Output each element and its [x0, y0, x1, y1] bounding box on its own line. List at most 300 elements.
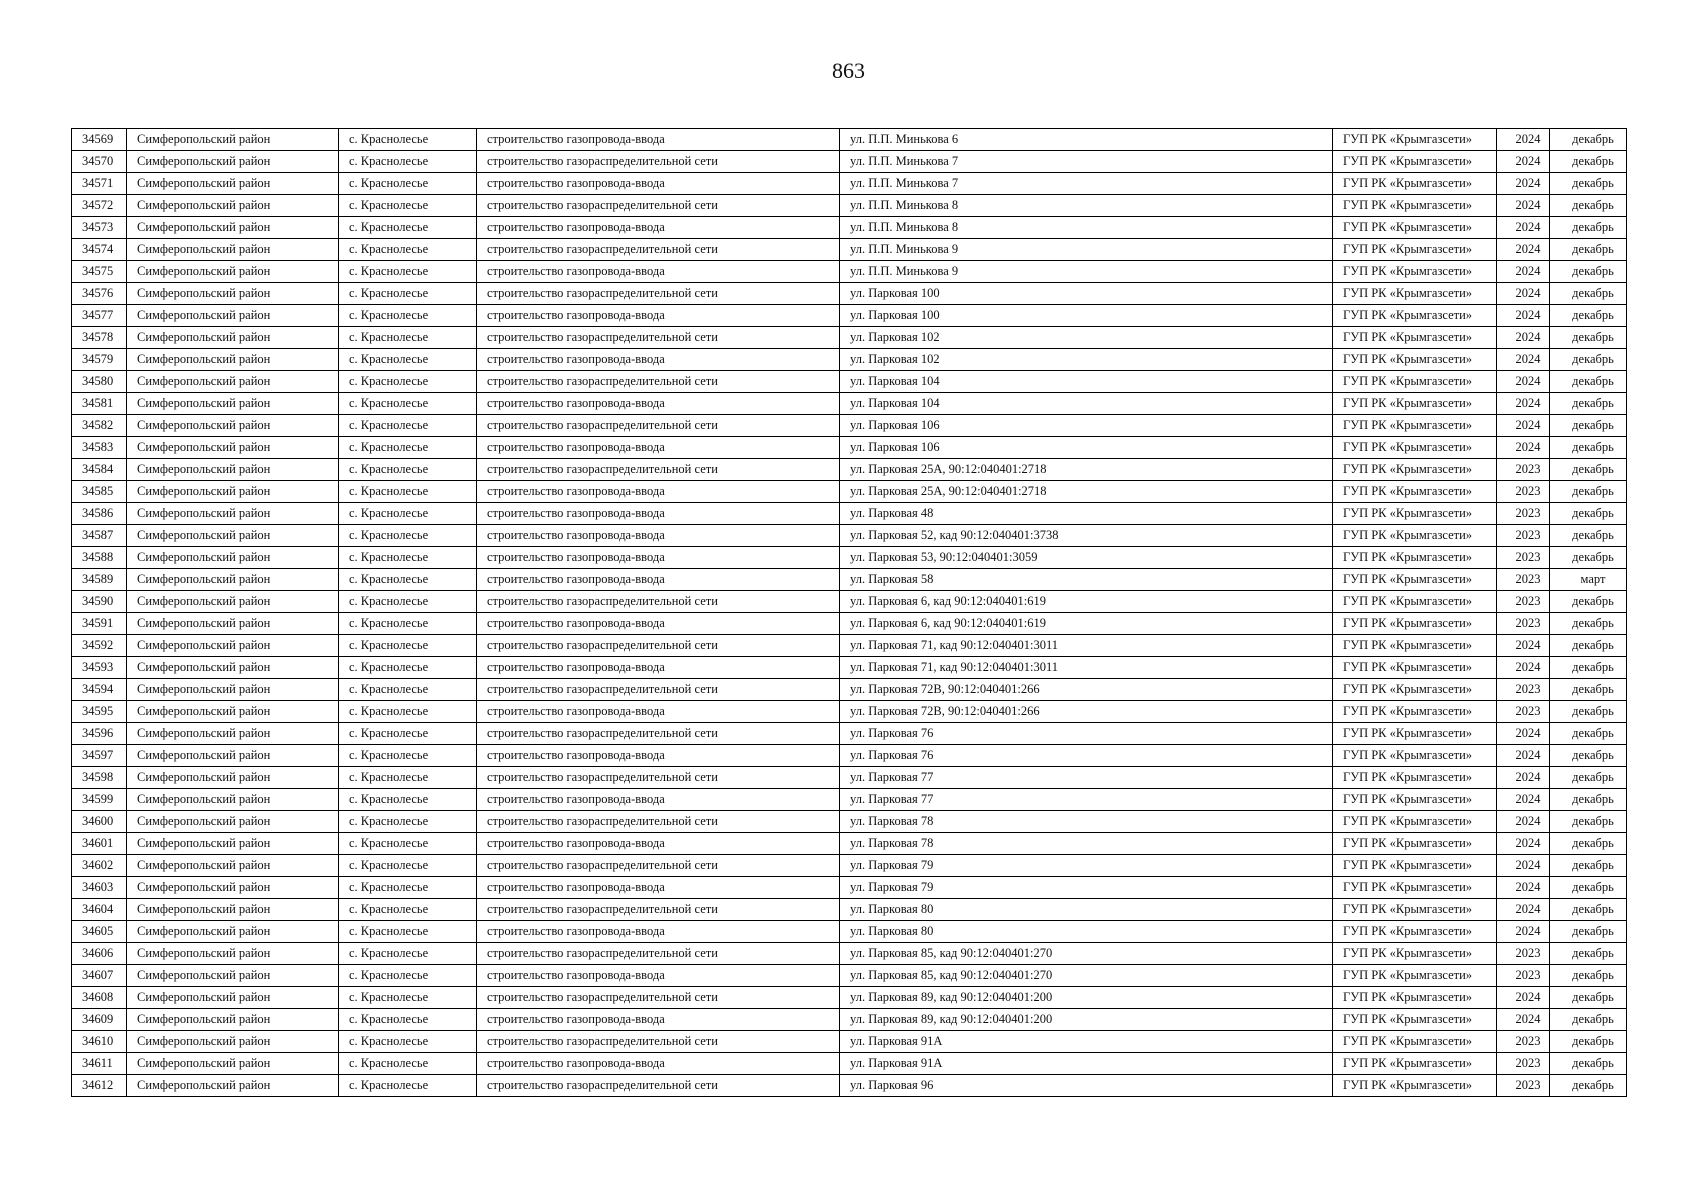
work-type-cell: строительство газораспределительной сети	[477, 151, 840, 173]
year-cell: 2023	[1497, 1075, 1550, 1097]
table-row	[72, 723, 1627, 745]
row-number-cell: 34611	[72, 1053, 127, 1075]
organization-cell: ГУП РК «Крымгазсети»	[1333, 371, 1497, 393]
work-type-cell: строительство газопровода-ввода	[477, 129, 840, 151]
row-number-cell: 34584	[72, 459, 127, 481]
address-cell: ул. Парковая 80	[840, 921, 1333, 943]
address-cell: ул. Парковая 102	[840, 349, 1333, 371]
table-row	[72, 679, 1627, 701]
year-cell: 2024	[1497, 371, 1550, 393]
organization-cell: ГУП РК «Крымгазсети»	[1333, 987, 1497, 1009]
settlement-cell: с. Краснолесье	[339, 349, 477, 371]
month-cell: декабрь	[1550, 745, 1627, 767]
month-cell: декабрь	[1550, 767, 1627, 789]
address-cell: ул. Парковая 25А, 90:12:040401:2718	[840, 481, 1333, 503]
month-cell: декабрь	[1550, 1075, 1627, 1097]
district-cell: Симферопольский район	[127, 613, 339, 635]
settlement-cell: с. Краснолесье	[339, 965, 477, 987]
settlement-cell: с. Краснолесье	[339, 569, 477, 591]
row-number-cell: 34580	[72, 371, 127, 393]
address-cell: ул. П.П. Минькова 9	[840, 239, 1333, 261]
row-number-cell: 34575	[72, 261, 127, 283]
table-row	[72, 921, 1627, 943]
district-cell: Симферопольский район	[127, 327, 339, 349]
year-cell: 2024	[1497, 261, 1550, 283]
year-cell: 2024	[1497, 767, 1550, 789]
address-cell: ул. Парковая 80	[840, 899, 1333, 921]
row-number-cell: 34571	[72, 173, 127, 195]
month-cell: декабрь	[1550, 239, 1627, 261]
row-number-cell: 34585	[72, 481, 127, 503]
address-cell: ул. Парковая 78	[840, 811, 1333, 833]
month-cell: март	[1550, 569, 1627, 591]
district-cell: Симферопольский район	[127, 899, 339, 921]
address-cell: ул. Парковая 106	[840, 415, 1333, 437]
settlement-cell: с. Краснолесье	[339, 525, 477, 547]
table-row	[72, 789, 1627, 811]
row-number-cell: 34612	[72, 1075, 127, 1097]
district-cell: Симферопольский район	[127, 987, 339, 1009]
work-type-cell: строительство газопровода-ввода	[477, 1053, 840, 1075]
organization-cell: ГУП РК «Крымгазсети»	[1333, 327, 1497, 349]
row-number-cell: 34589	[72, 569, 127, 591]
year-cell: 2024	[1497, 811, 1550, 833]
table-row	[72, 503, 1627, 525]
table-row	[72, 195, 1627, 217]
address-cell: ул. Парковая 72В, 90:12:040401:266	[840, 701, 1333, 723]
table-row	[72, 701, 1627, 723]
year-cell: 2024	[1497, 723, 1550, 745]
row-number-cell: 34573	[72, 217, 127, 239]
settlement-cell: с. Краснолесье	[339, 283, 477, 305]
address-cell: ул. Парковая 71, кад 90:12:040401:3011	[840, 635, 1333, 657]
month-cell: декабрь	[1550, 811, 1627, 833]
settlement-cell: с. Краснолесье	[339, 591, 477, 613]
settlement-cell: с. Краснолесье	[339, 547, 477, 569]
organization-cell: ГУП РК «Крымгазсети»	[1333, 679, 1497, 701]
year-cell: 2024	[1497, 789, 1550, 811]
table-row	[72, 217, 1627, 239]
district-cell: Симферопольский район	[127, 239, 339, 261]
year-cell: 2024	[1497, 1009, 1550, 1031]
work-type-cell: строительство газопровода-ввода	[477, 437, 840, 459]
settlement-cell: с. Краснолесье	[339, 1031, 477, 1053]
organization-cell: ГУП РК «Крымгазсети»	[1333, 811, 1497, 833]
settlement-cell: с. Краснолесье	[339, 811, 477, 833]
district-cell: Симферопольский район	[127, 701, 339, 723]
work-type-cell: строительство газораспределительной сети	[477, 855, 840, 877]
settlement-cell: с. Краснолесье	[339, 217, 477, 239]
organization-cell: ГУП РК «Крымгазсети»	[1333, 525, 1497, 547]
work-type-cell: строительство газораспределительной сети	[477, 723, 840, 745]
address-cell: ул. Парковая 6, кад 90:12:040401:619	[840, 591, 1333, 613]
settlement-cell: с. Краснолесье	[339, 833, 477, 855]
organization-cell: ГУП РК «Крымгазсети»	[1333, 217, 1497, 239]
table-row	[72, 569, 1627, 591]
year-cell: 2023	[1497, 547, 1550, 569]
organization-cell: ГУП РК «Крымгазсети»	[1333, 1075, 1497, 1097]
work-type-cell: строительство газораспределительной сети	[477, 635, 840, 657]
organization-cell: ГУП РК «Крымгазсети»	[1333, 129, 1497, 151]
address-cell: ул. Парковая 91А	[840, 1053, 1333, 1075]
month-cell: декабрь	[1550, 833, 1627, 855]
work-type-cell: строительство газораспределительной сети	[477, 327, 840, 349]
row-number-cell: 34581	[72, 393, 127, 415]
work-type-cell: строительство газораспределительной сети	[477, 591, 840, 613]
district-cell: Симферопольский район	[127, 943, 339, 965]
table-row	[72, 877, 1627, 899]
month-cell: декабрь	[1550, 503, 1627, 525]
month-cell: декабрь	[1550, 899, 1627, 921]
month-cell: декабрь	[1550, 987, 1627, 1009]
table-row	[72, 833, 1627, 855]
settlement-cell: с. Краснолесье	[339, 635, 477, 657]
district-cell: Симферопольский район	[127, 151, 339, 173]
address-cell: ул. П.П. Минькова 7	[840, 173, 1333, 195]
district-cell: Симферопольский район	[127, 855, 339, 877]
row-number-cell: 34600	[72, 811, 127, 833]
row-number-cell: 34572	[72, 195, 127, 217]
address-cell: ул. Парковая 96	[840, 1075, 1333, 1097]
district-cell: Симферопольский район	[127, 635, 339, 657]
organization-cell: ГУП РК «Крымгазсети»	[1333, 415, 1497, 437]
address-cell: ул. Парковая 102	[840, 327, 1333, 349]
year-cell: 2024	[1497, 195, 1550, 217]
organization-cell: ГУП РК «Крымгазсети»	[1333, 745, 1497, 767]
table-row	[72, 129, 1627, 151]
year-cell: 2023	[1497, 965, 1550, 987]
year-cell: 2023	[1497, 1031, 1550, 1053]
settlement-cell: с. Краснолесье	[339, 679, 477, 701]
settlement-cell: с. Краснолесье	[339, 173, 477, 195]
table-row	[72, 393, 1627, 415]
settlement-cell: с. Краснолесье	[339, 877, 477, 899]
organization-cell: ГУП РК «Крымгазсети»	[1333, 1031, 1497, 1053]
settlement-cell: с. Краснолесье	[339, 613, 477, 635]
address-cell: ул. Парковая 77	[840, 789, 1333, 811]
work-type-cell: строительство газораспределительной сети	[477, 371, 840, 393]
row-number-cell: 34594	[72, 679, 127, 701]
table-row	[72, 547, 1627, 569]
address-cell: ул. П.П. Минькова 9	[840, 261, 1333, 283]
month-cell: декабрь	[1550, 855, 1627, 877]
row-number-cell: 34591	[72, 613, 127, 635]
district-cell: Симферопольский район	[127, 745, 339, 767]
settlement-cell: с. Краснолесье	[339, 745, 477, 767]
district-cell: Симферопольский район	[127, 503, 339, 525]
work-type-cell: строительство газораспределительной сети	[477, 943, 840, 965]
work-type-cell: строительство газопровода-ввода	[477, 701, 840, 723]
address-cell: ул. Парковая 53, 90:12:040401:3059	[840, 547, 1333, 569]
address-cell: ул. П.П. Минькова 8	[840, 195, 1333, 217]
district-cell: Симферопольский район	[127, 921, 339, 943]
address-cell: ул. Парковая 48	[840, 503, 1333, 525]
work-type-cell: строительство газопровода-ввода	[477, 217, 840, 239]
organization-cell: ГУП РК «Крымгазсети»	[1333, 305, 1497, 327]
settlement-cell: с. Краснолесье	[339, 767, 477, 789]
table-row	[72, 899, 1627, 921]
registry-table	[71, 128, 1627, 1097]
row-number-cell: 34578	[72, 327, 127, 349]
organization-cell: ГУП РК «Крымгазсети»	[1333, 239, 1497, 261]
table-row	[72, 811, 1627, 833]
organization-cell: ГУП РК «Крымгазсети»	[1333, 261, 1497, 283]
work-type-cell: строительство газораспределительной сети	[477, 679, 840, 701]
address-cell: ул. Парковая 25А, 90:12:040401:2718	[840, 459, 1333, 481]
settlement-cell: с. Краснолесье	[339, 459, 477, 481]
organization-cell: ГУП РК «Крымгазсети»	[1333, 833, 1497, 855]
settlement-cell: с. Краснолесье	[339, 239, 477, 261]
row-number-cell: 34574	[72, 239, 127, 261]
row-number-cell: 34598	[72, 767, 127, 789]
work-type-cell: строительство газопровода-ввода	[477, 657, 840, 679]
organization-cell: ГУП РК «Крымгазсети»	[1333, 1053, 1497, 1075]
table-row	[72, 943, 1627, 965]
year-cell: 2023	[1497, 679, 1550, 701]
settlement-cell: с. Краснолесье	[339, 195, 477, 217]
table-row	[72, 459, 1627, 481]
settlement-cell: с. Краснолесье	[339, 701, 477, 723]
year-cell: 2023	[1497, 525, 1550, 547]
row-number-cell: 34586	[72, 503, 127, 525]
district-cell: Симферопольский район	[127, 877, 339, 899]
year-cell: 2023	[1497, 613, 1550, 635]
settlement-cell: с. Краснолесье	[339, 855, 477, 877]
year-cell: 2023	[1497, 701, 1550, 723]
settlement-cell: с. Краснолесье	[339, 415, 477, 437]
month-cell: декабрь	[1550, 657, 1627, 679]
settlement-cell: с. Краснолесье	[339, 657, 477, 679]
organization-cell: ГУП РК «Крымгазсети»	[1333, 921, 1497, 943]
registry-body	[72, 129, 1627, 1097]
table-row	[72, 283, 1627, 305]
address-cell: ул. П.П. Минькова 6	[840, 129, 1333, 151]
address-cell: ул. Парковая 77	[840, 767, 1333, 789]
row-number-cell: 34577	[72, 305, 127, 327]
year-cell: 2024	[1497, 877, 1550, 899]
month-cell: декабрь	[1550, 877, 1627, 899]
year-cell: 2023	[1497, 481, 1550, 503]
work-type-cell: строительство газораспределительной сети	[477, 899, 840, 921]
settlement-cell: с. Краснолесье	[339, 393, 477, 415]
work-type-cell: строительство газопровода-ввода	[477, 745, 840, 767]
month-cell: декабрь	[1550, 283, 1627, 305]
month-cell: декабрь	[1550, 459, 1627, 481]
district-cell: Симферопольский район	[127, 261, 339, 283]
organization-cell: ГУП РК «Крымгазсети»	[1333, 591, 1497, 613]
year-cell: 2024	[1497, 657, 1550, 679]
work-type-cell: строительство газопровода-ввода	[477, 547, 840, 569]
district-cell: Симферопольский район	[127, 1053, 339, 1075]
month-cell: декабрь	[1550, 393, 1627, 415]
row-number-cell: 34602	[72, 855, 127, 877]
year-cell: 2023	[1497, 591, 1550, 613]
district-cell: Симферопольский район	[127, 657, 339, 679]
district-cell: Симферопольский район	[127, 415, 339, 437]
table-row	[72, 525, 1627, 547]
district-cell: Симферопольский район	[127, 811, 339, 833]
month-cell: декабрь	[1550, 305, 1627, 327]
settlement-cell: с. Краснолесье	[339, 789, 477, 811]
organization-cell: ГУП РК «Крымгазсети»	[1333, 701, 1497, 723]
row-number-cell: 34606	[72, 943, 127, 965]
month-cell: декабрь	[1550, 701, 1627, 723]
table-row	[72, 1009, 1627, 1031]
address-cell: ул. Парковая 104	[840, 393, 1333, 415]
year-cell: 2024	[1497, 305, 1550, 327]
district-cell: Симферопольский район	[127, 217, 339, 239]
work-type-cell: строительство газопровода-ввода	[477, 305, 840, 327]
month-cell: декабрь	[1550, 1031, 1627, 1053]
work-type-cell: строительство газопровода-ввода	[477, 569, 840, 591]
district-cell: Симферопольский район	[127, 833, 339, 855]
work-type-cell: строительство газораспределительной сети	[477, 767, 840, 789]
district-cell: Симферопольский район	[127, 1075, 339, 1097]
table-row	[72, 305, 1627, 327]
work-type-cell: строительство газораспределительной сети	[477, 415, 840, 437]
work-type-cell: строительство газопровода-ввода	[477, 613, 840, 635]
month-cell: декабрь	[1550, 635, 1627, 657]
table-row	[72, 1053, 1627, 1075]
month-cell: декабрь	[1550, 547, 1627, 569]
address-cell: ул. Парковая 6, кад 90:12:040401:619	[840, 613, 1333, 635]
district-cell: Симферопольский район	[127, 965, 339, 987]
address-cell: ул. Парковая 104	[840, 371, 1333, 393]
table-row	[72, 437, 1627, 459]
month-cell: декабрь	[1550, 789, 1627, 811]
month-cell: декабрь	[1550, 437, 1627, 459]
year-cell: 2024	[1497, 987, 1550, 1009]
month-cell: декабрь	[1550, 173, 1627, 195]
work-type-cell: строительство газораспределительной сети	[477, 195, 840, 217]
address-cell: ул. Парковая 91А	[840, 1031, 1333, 1053]
row-number-cell: 34595	[72, 701, 127, 723]
row-number-cell: 34569	[72, 129, 127, 151]
work-type-cell: строительство газораспределительной сети	[477, 987, 840, 1009]
organization-cell: ГУП РК «Крымгазсети»	[1333, 613, 1497, 635]
month-cell: декабрь	[1550, 327, 1627, 349]
table-row	[72, 965, 1627, 987]
district-cell: Симферопольский район	[127, 371, 339, 393]
district-cell: Симферопольский район	[127, 349, 339, 371]
organization-cell: ГУП РК «Крымгазсети»	[1333, 569, 1497, 591]
work-type-cell: строительство газораспределительной сети	[477, 811, 840, 833]
settlement-cell: с. Краснолесье	[339, 437, 477, 459]
row-number-cell: 34605	[72, 921, 127, 943]
address-cell: ул. Парковая 100	[840, 305, 1333, 327]
table-row	[72, 613, 1627, 635]
work-type-cell: строительство газораспределительной сети	[477, 1075, 840, 1097]
row-number-cell: 34583	[72, 437, 127, 459]
year-cell: 2023	[1497, 943, 1550, 965]
month-cell: декабрь	[1550, 217, 1627, 239]
year-cell: 2024	[1497, 327, 1550, 349]
address-cell: ул. Парковая 79	[840, 877, 1333, 899]
work-type-cell: строительство газораспределительной сети	[477, 283, 840, 305]
district-cell: Симферопольский район	[127, 723, 339, 745]
organization-cell: ГУП РК «Крымгазсети»	[1333, 195, 1497, 217]
organization-cell: ГУП РК «Крымгазсети»	[1333, 877, 1497, 899]
address-cell: ул. Парковая 71, кад 90:12:040401:3011	[840, 657, 1333, 679]
year-cell: 2024	[1497, 173, 1550, 195]
organization-cell: ГУП РК «Крымгазсети»	[1333, 349, 1497, 371]
year-cell: 2024	[1497, 415, 1550, 437]
work-type-cell: строительство газопровода-ввода	[477, 503, 840, 525]
work-type-cell: строительство газопровода-ввода	[477, 921, 840, 943]
year-cell: 2024	[1497, 745, 1550, 767]
settlement-cell: с. Краснолесье	[339, 987, 477, 1009]
address-cell: ул. Парковая 89, кад 90:12:040401:200	[840, 987, 1333, 1009]
organization-cell: ГУП РК «Крымгазсети»	[1333, 657, 1497, 679]
table-row	[72, 327, 1627, 349]
settlement-cell: с. Краснолесье	[339, 371, 477, 393]
year-cell: 2024	[1497, 855, 1550, 877]
table-row	[72, 349, 1627, 371]
table-row	[72, 767, 1627, 789]
organization-cell: ГУП РК «Крымгазсети»	[1333, 393, 1497, 415]
settlement-cell: с. Краснолесье	[339, 151, 477, 173]
year-cell: 2024	[1497, 239, 1550, 261]
address-cell: ул. Парковая 85, кад 90:12:040401:270	[840, 943, 1333, 965]
table-row	[72, 1075, 1627, 1097]
organization-cell: ГУП РК «Крымгазсети»	[1333, 899, 1497, 921]
district-cell: Симферопольский район	[127, 437, 339, 459]
settlement-cell: с. Краснолесье	[339, 503, 477, 525]
table-row	[72, 855, 1627, 877]
address-cell: ул. Парковая 58	[840, 569, 1333, 591]
work-type-cell: строительство газораспределительной сети	[477, 459, 840, 481]
year-cell: 2024	[1497, 217, 1550, 239]
district-cell: Симферопольский район	[127, 129, 339, 151]
year-cell: 2024	[1497, 899, 1550, 921]
work-type-cell: строительство газопровода-ввода	[477, 481, 840, 503]
settlement-cell: с. Краснолесье	[339, 723, 477, 745]
district-cell: Симферопольский район	[127, 679, 339, 701]
address-cell: ул. Парковая 72В, 90:12:040401:266	[840, 679, 1333, 701]
organization-cell: ГУП РК «Крымгазсети»	[1333, 437, 1497, 459]
settlement-cell: с. Краснолесье	[339, 899, 477, 921]
settlement-cell: с. Краснолесье	[339, 943, 477, 965]
district-cell: Симферопольский район	[127, 393, 339, 415]
month-cell: декабрь	[1550, 723, 1627, 745]
table-row	[72, 591, 1627, 613]
address-cell: ул. П.П. Минькова 7	[840, 151, 1333, 173]
row-number-cell: 34593	[72, 657, 127, 679]
row-number-cell: 34592	[72, 635, 127, 657]
district-cell: Симферопольский район	[127, 305, 339, 327]
month-cell: декабрь	[1550, 679, 1627, 701]
month-cell: декабрь	[1550, 921, 1627, 943]
month-cell: декабрь	[1550, 481, 1627, 503]
row-number-cell: 34599	[72, 789, 127, 811]
address-cell: ул. Парковая 106	[840, 437, 1333, 459]
month-cell: декабрь	[1550, 943, 1627, 965]
table-row	[72, 371, 1627, 393]
table-row	[72, 415, 1627, 437]
month-cell: декабрь	[1550, 1053, 1627, 1075]
district-cell: Симферопольский район	[127, 195, 339, 217]
organization-cell: ГУП РК «Крымгазсети»	[1333, 635, 1497, 657]
work-type-cell: строительство газопровода-ввода	[477, 349, 840, 371]
address-cell: ул. П.П. Минькова 8	[840, 217, 1333, 239]
year-cell: 2023	[1497, 1053, 1550, 1075]
year-cell: 2024	[1497, 437, 1550, 459]
work-type-cell: строительство газораспределительной сети	[477, 239, 840, 261]
organization-cell: ГУП РК «Крымгазсети»	[1333, 1009, 1497, 1031]
district-cell: Симферопольский район	[127, 1031, 339, 1053]
year-cell: 2023	[1497, 459, 1550, 481]
month-cell: декабрь	[1550, 1009, 1627, 1031]
